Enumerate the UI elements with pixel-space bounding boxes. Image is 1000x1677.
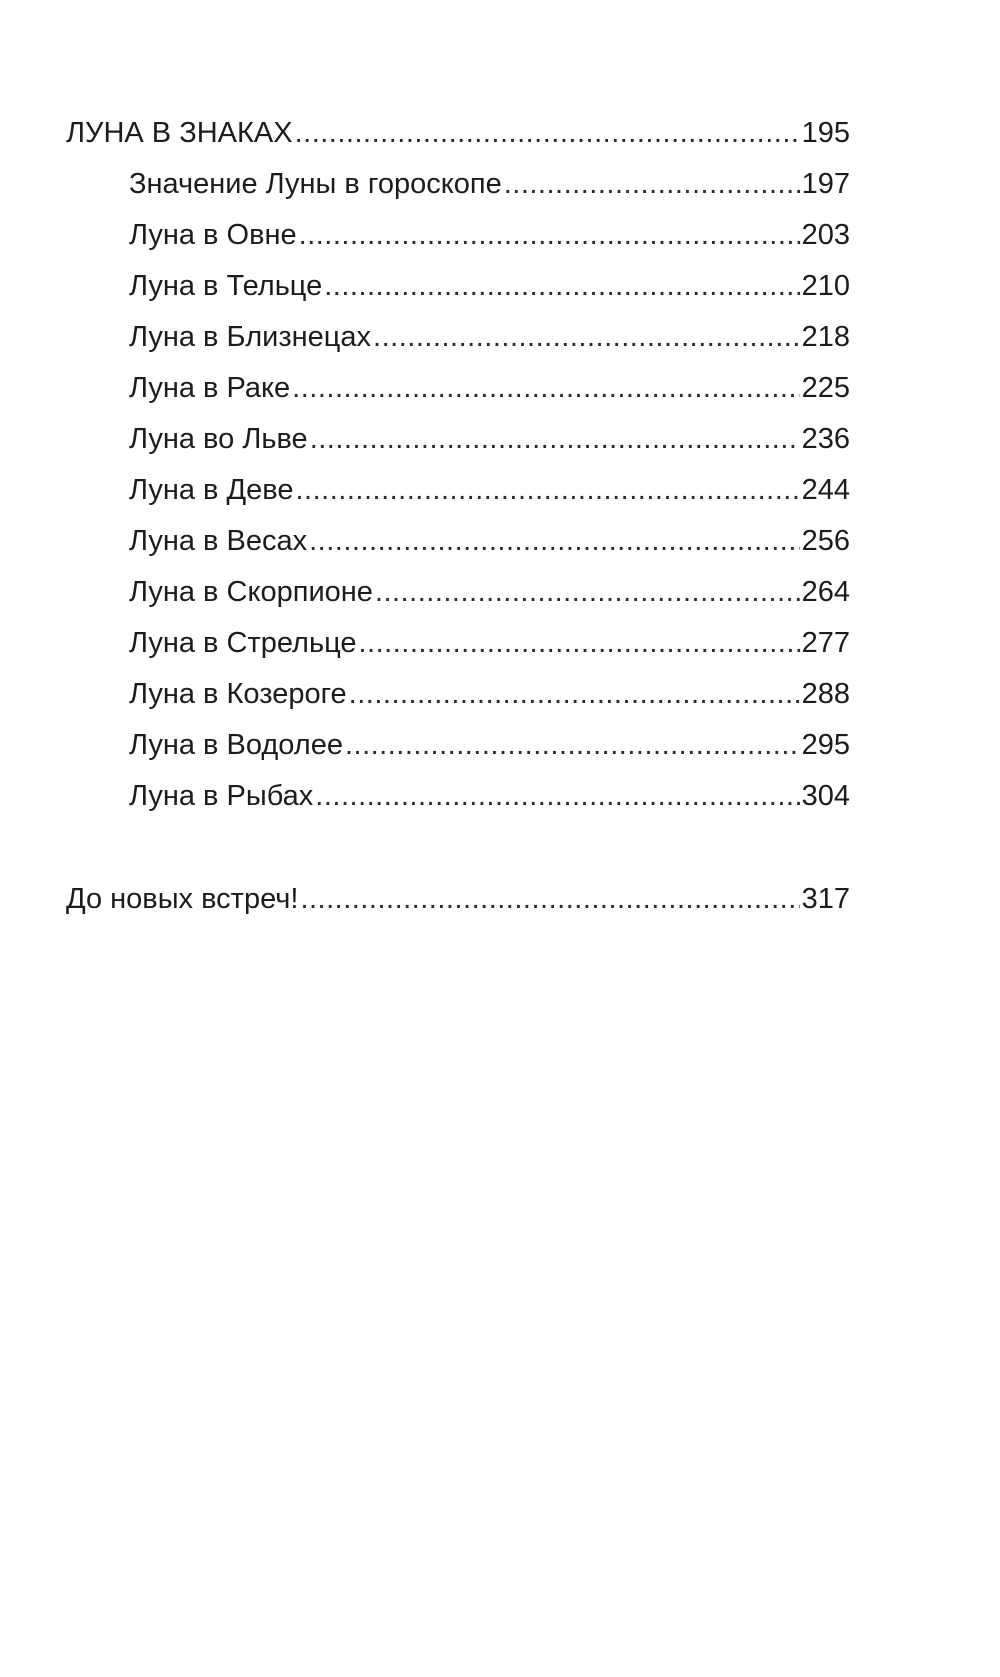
toc-page-number: 264	[801, 576, 850, 608]
toc-entry-title: До новых встреч!	[66, 883, 299, 915]
toc-dot-leader	[349, 669, 800, 720]
toc-entry-title: Луна в Стрельце	[129, 627, 357, 659]
toc-page-number: 225	[801, 372, 850, 404]
toc-entry-title: ЛУНА В ЗНАКАХ	[66, 117, 293, 149]
toc-page-number: 295	[801, 729, 850, 761]
toc-page-number: 244	[801, 474, 850, 506]
toc-dot-leader	[295, 108, 800, 159]
toc-subentry	[66, 771, 850, 822]
toc-section-entry	[66, 108, 850, 159]
toc-entry-title: Луна в Тельце	[129, 270, 323, 302]
toc-entry-title: Луна в Весах	[129, 525, 308, 557]
toc-subentry	[66, 720, 850, 771]
toc-subentry	[66, 261, 850, 312]
toc-subentry	[66, 159, 850, 210]
toc-subentry	[66, 567, 850, 618]
toc-dot-leader	[292, 363, 799, 414]
toc-entry-title: Значение Луны в гороскопе	[129, 168, 502, 200]
toc-entry-title: Луна в Скорпионе	[129, 576, 373, 608]
toc-page-number: 317	[801, 883, 850, 915]
toc-subentry	[66, 516, 850, 567]
toc-entry-title: Луна в Водолее	[129, 729, 343, 761]
toc-page-number: 288	[801, 678, 850, 710]
toc-dot-leader	[309, 516, 799, 567]
toc-subentry	[66, 312, 850, 363]
toc-dot-leader	[324, 261, 799, 312]
toc-page-number: 210	[801, 270, 850, 302]
toc-section-entry	[66, 874, 850, 925]
toc-page-number: 203	[801, 219, 850, 251]
toc-page-number: 256	[801, 525, 850, 557]
toc-page-number: 304	[801, 780, 850, 812]
toc-entry-title: Луна в Рыбах	[129, 780, 314, 812]
toc-entry-title: Луна в Козероге	[129, 678, 347, 710]
toc-subentry	[66, 465, 850, 516]
toc-page-number: 236	[801, 423, 850, 455]
toc-subentry	[66, 669, 850, 720]
toc-page-number: 218	[801, 321, 850, 353]
toc-subentry	[66, 363, 850, 414]
table-of-contents	[66, 108, 850, 925]
toc-dot-leader	[300, 874, 799, 925]
toc-page-number: 197	[801, 168, 850, 200]
toc-dot-leader	[358, 618, 799, 669]
toc-dot-leader	[375, 567, 800, 618]
toc-dot-leader	[299, 210, 800, 261]
toc-page-number: 277	[801, 627, 850, 659]
toc-subentry	[66, 210, 850, 261]
toc-subentry	[66, 618, 850, 669]
toc-dot-leader	[504, 159, 800, 210]
toc-subentry	[66, 414, 850, 465]
toc-page-number: 195	[801, 117, 850, 149]
toc-entry-title: Луна в Раке	[129, 372, 291, 404]
toc-entry-title: Луна в Близнецах	[129, 321, 372, 353]
toc-dot-leader	[296, 465, 800, 516]
toc-entry-title: Луна во Льве	[129, 423, 308, 455]
toc-dot-leader	[310, 414, 800, 465]
toc-dot-leader	[315, 771, 799, 822]
toc-dot-leader	[373, 312, 800, 363]
toc-dot-leader	[345, 720, 800, 771]
toc-entry-title: Луна в Деве	[129, 474, 294, 506]
toc-entry-title: Луна в Овне	[129, 219, 297, 251]
